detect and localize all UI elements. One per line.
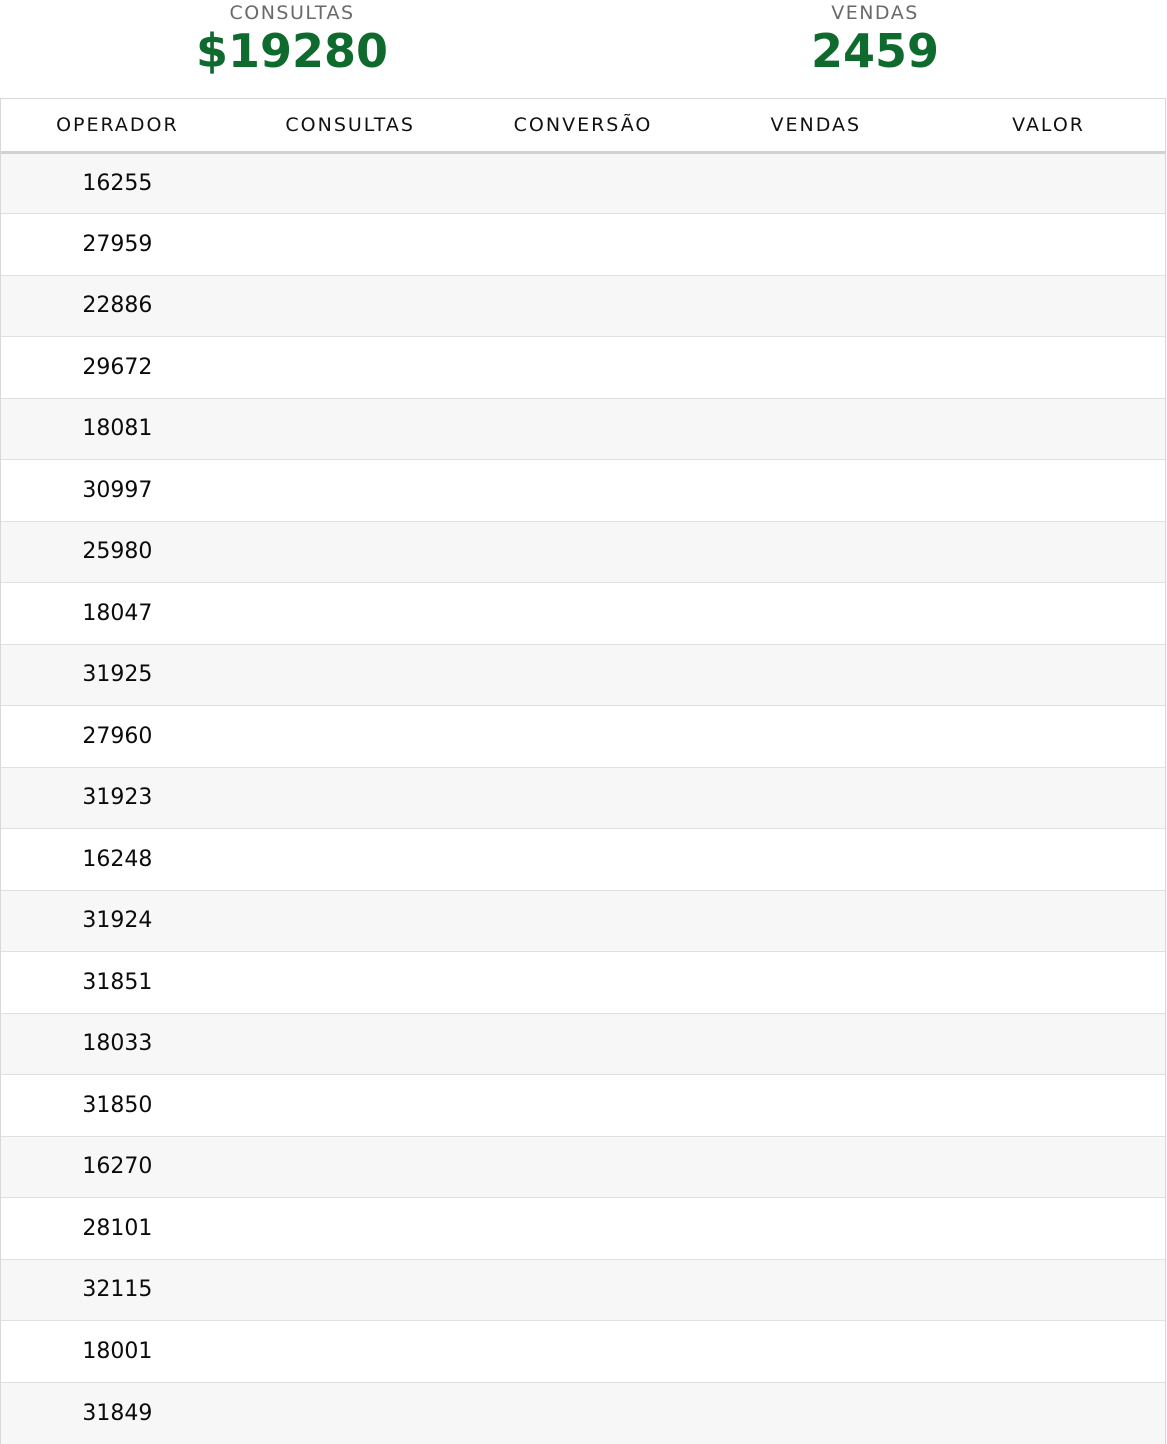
cell-operador: 30997 <box>1 460 234 522</box>
table-row[interactable] <box>1 1136 1165 1198</box>
table-row[interactable] <box>1 1382 1165 1444</box>
cell-vendas <box>699 214 932 276</box>
cell-consultas <box>234 152 467 214</box>
cell-operador: 18001 <box>1 1321 234 1383</box>
cell-vendas <box>699 1075 932 1137</box>
table-row[interactable] <box>1 521 1165 583</box>
table-row[interactable] <box>1 1321 1165 1383</box>
cell-vendas <box>699 952 932 1014</box>
cell-vendas <box>699 706 932 768</box>
table-row[interactable] <box>1 1259 1165 1321</box>
cell-consultas <box>234 460 467 522</box>
cell-vendas <box>699 398 932 460</box>
table-row[interactable] <box>1 583 1165 645</box>
column-header-operador[interactable]: OPERADOR <box>1 99 234 152</box>
consultas-stat-label: CONSULTAS <box>229 2 355 24</box>
cell-valor <box>932 1198 1165 1260</box>
cell-conversao <box>467 1013 700 1075</box>
column-header-conversao[interactable]: CONVERSÃO <box>467 99 700 152</box>
cell-conversao <box>467 275 700 337</box>
cell-operador: 31849 <box>1 1382 234 1444</box>
cell-operador: 22886 <box>1 275 234 337</box>
operators-table-container <box>0 98 1166 1444</box>
operators-table <box>1 99 1165 1444</box>
cell-consultas <box>234 952 467 1014</box>
column-header-vendas[interactable]: VENDAS <box>699 99 932 152</box>
column-header-consultas[interactable]: CONSULTAS <box>234 99 467 152</box>
cell-vendas <box>699 829 932 891</box>
cell-vendas <box>699 1321 932 1383</box>
cell-operador: 28101 <box>1 1198 234 1260</box>
cell-operador: 31850 <box>1 1075 234 1137</box>
cell-valor <box>932 1321 1165 1383</box>
cell-vendas <box>699 583 932 645</box>
cell-vendas <box>699 337 932 399</box>
cell-consultas <box>234 398 467 460</box>
cell-consultas <box>234 275 467 337</box>
cell-conversao <box>467 644 700 706</box>
cell-valor <box>932 1075 1165 1137</box>
cell-conversao <box>467 1259 700 1321</box>
table-row[interactable] <box>1 1075 1165 1137</box>
cell-operador: 16255 <box>1 152 234 214</box>
cell-conversao <box>467 398 700 460</box>
cell-conversao <box>467 460 700 522</box>
cell-consultas <box>234 337 467 399</box>
cell-conversao <box>467 1321 700 1383</box>
table-row[interactable] <box>1 337 1165 399</box>
cell-valor <box>932 644 1165 706</box>
column-header-valor[interactable]: VALOR <box>932 99 1165 152</box>
cell-vendas <box>699 644 932 706</box>
cell-consultas <box>234 1382 467 1444</box>
cell-operador: 18047 <box>1 583 234 645</box>
table-row[interactable] <box>1 1198 1165 1260</box>
cell-valor <box>932 521 1165 583</box>
cell-consultas <box>234 829 467 891</box>
table-row[interactable] <box>1 706 1165 768</box>
vendas-stat <box>675 0 1075 78</box>
table-row[interactable] <box>1 644 1165 706</box>
cell-conversao <box>467 829 700 891</box>
cell-vendas <box>699 275 932 337</box>
table-row[interactable] <box>1 829 1165 891</box>
cell-vendas <box>699 1259 932 1321</box>
cell-operador: 32115 <box>1 1259 234 1321</box>
cell-consultas <box>234 1259 467 1321</box>
cell-valor <box>932 829 1165 891</box>
cell-operador: 16270 <box>1 1136 234 1198</box>
cell-valor <box>932 767 1165 829</box>
cell-valor <box>932 706 1165 768</box>
summary-panel <box>0 0 1167 98</box>
cell-vendas <box>699 521 932 583</box>
cell-vendas <box>699 1382 932 1444</box>
cell-conversao <box>467 890 700 952</box>
cell-valor <box>932 275 1165 337</box>
table-body <box>1 152 1165 1444</box>
table-row[interactable] <box>1 152 1165 214</box>
cell-consultas <box>234 1136 467 1198</box>
cell-conversao <box>467 1136 700 1198</box>
cell-operador: 31924 <box>1 890 234 952</box>
cell-conversao <box>467 1382 700 1444</box>
cell-conversao <box>467 1198 700 1260</box>
cell-operador: 18033 <box>1 1013 234 1075</box>
cell-conversao <box>467 706 700 768</box>
cell-valor <box>932 952 1165 1014</box>
cell-valor <box>932 152 1165 214</box>
cell-conversao <box>467 952 700 1014</box>
cell-consultas <box>234 706 467 768</box>
cell-valor <box>932 1382 1165 1444</box>
cell-operador: 18081 <box>1 398 234 460</box>
cell-consultas <box>234 1013 467 1075</box>
cell-operador: 16248 <box>1 829 234 891</box>
cell-vendas <box>699 1136 932 1198</box>
cell-consultas <box>234 583 467 645</box>
cell-vendas <box>699 1198 932 1260</box>
cell-valor <box>932 214 1165 276</box>
cell-conversao <box>467 152 700 214</box>
cell-valor <box>932 583 1165 645</box>
cell-conversao <box>467 767 700 829</box>
cell-valor <box>932 1259 1165 1321</box>
cell-operador: 31923 <box>1 767 234 829</box>
cell-vendas <box>699 152 932 214</box>
cell-operador: 27960 <box>1 706 234 768</box>
cell-consultas <box>234 1075 467 1137</box>
cell-operador: 31925 <box>1 644 234 706</box>
table-row[interactable] <box>1 460 1165 522</box>
cell-conversao <box>467 521 700 583</box>
cell-conversao <box>467 583 700 645</box>
consultas-stat-value: $19280 <box>195 24 389 78</box>
cell-valor <box>932 1136 1165 1198</box>
cell-consultas <box>234 1198 467 1260</box>
cell-conversao <box>467 1075 700 1137</box>
table-row[interactable] <box>1 767 1165 829</box>
cell-valor <box>932 460 1165 522</box>
cell-vendas <box>699 890 932 952</box>
table-row[interactable] <box>1 1013 1165 1075</box>
cell-valor <box>932 890 1165 952</box>
cell-operador: 25980 <box>1 521 234 583</box>
cell-consultas <box>234 521 467 583</box>
table-row[interactable] <box>1 398 1165 460</box>
vendas-stat-value: 2459 <box>810 24 940 78</box>
cell-consultas <box>234 890 467 952</box>
consultas-stat <box>92 0 492 78</box>
cell-operador: 27959 <box>1 214 234 276</box>
table-row[interactable] <box>1 890 1165 952</box>
cell-consultas <box>234 644 467 706</box>
cell-conversao <box>467 337 700 399</box>
cell-consultas <box>234 214 467 276</box>
cell-operador: 29672 <box>1 337 234 399</box>
table-header-row <box>1 99 1165 152</box>
cell-valor <box>932 1013 1165 1075</box>
cell-conversao <box>467 214 700 276</box>
cell-consultas <box>234 767 467 829</box>
cell-vendas <box>699 1013 932 1075</box>
cell-consultas <box>234 1321 467 1383</box>
table-row[interactable] <box>1 952 1165 1014</box>
cell-vendas <box>699 460 932 522</box>
cell-operador: 31851 <box>1 952 234 1014</box>
vendas-stat-label: VENDAS <box>831 2 919 24</box>
table-row[interactable] <box>1 214 1165 276</box>
table-row[interactable] <box>1 275 1165 337</box>
cell-valor <box>932 337 1165 399</box>
cell-valor <box>932 398 1165 460</box>
cell-vendas <box>699 767 932 829</box>
